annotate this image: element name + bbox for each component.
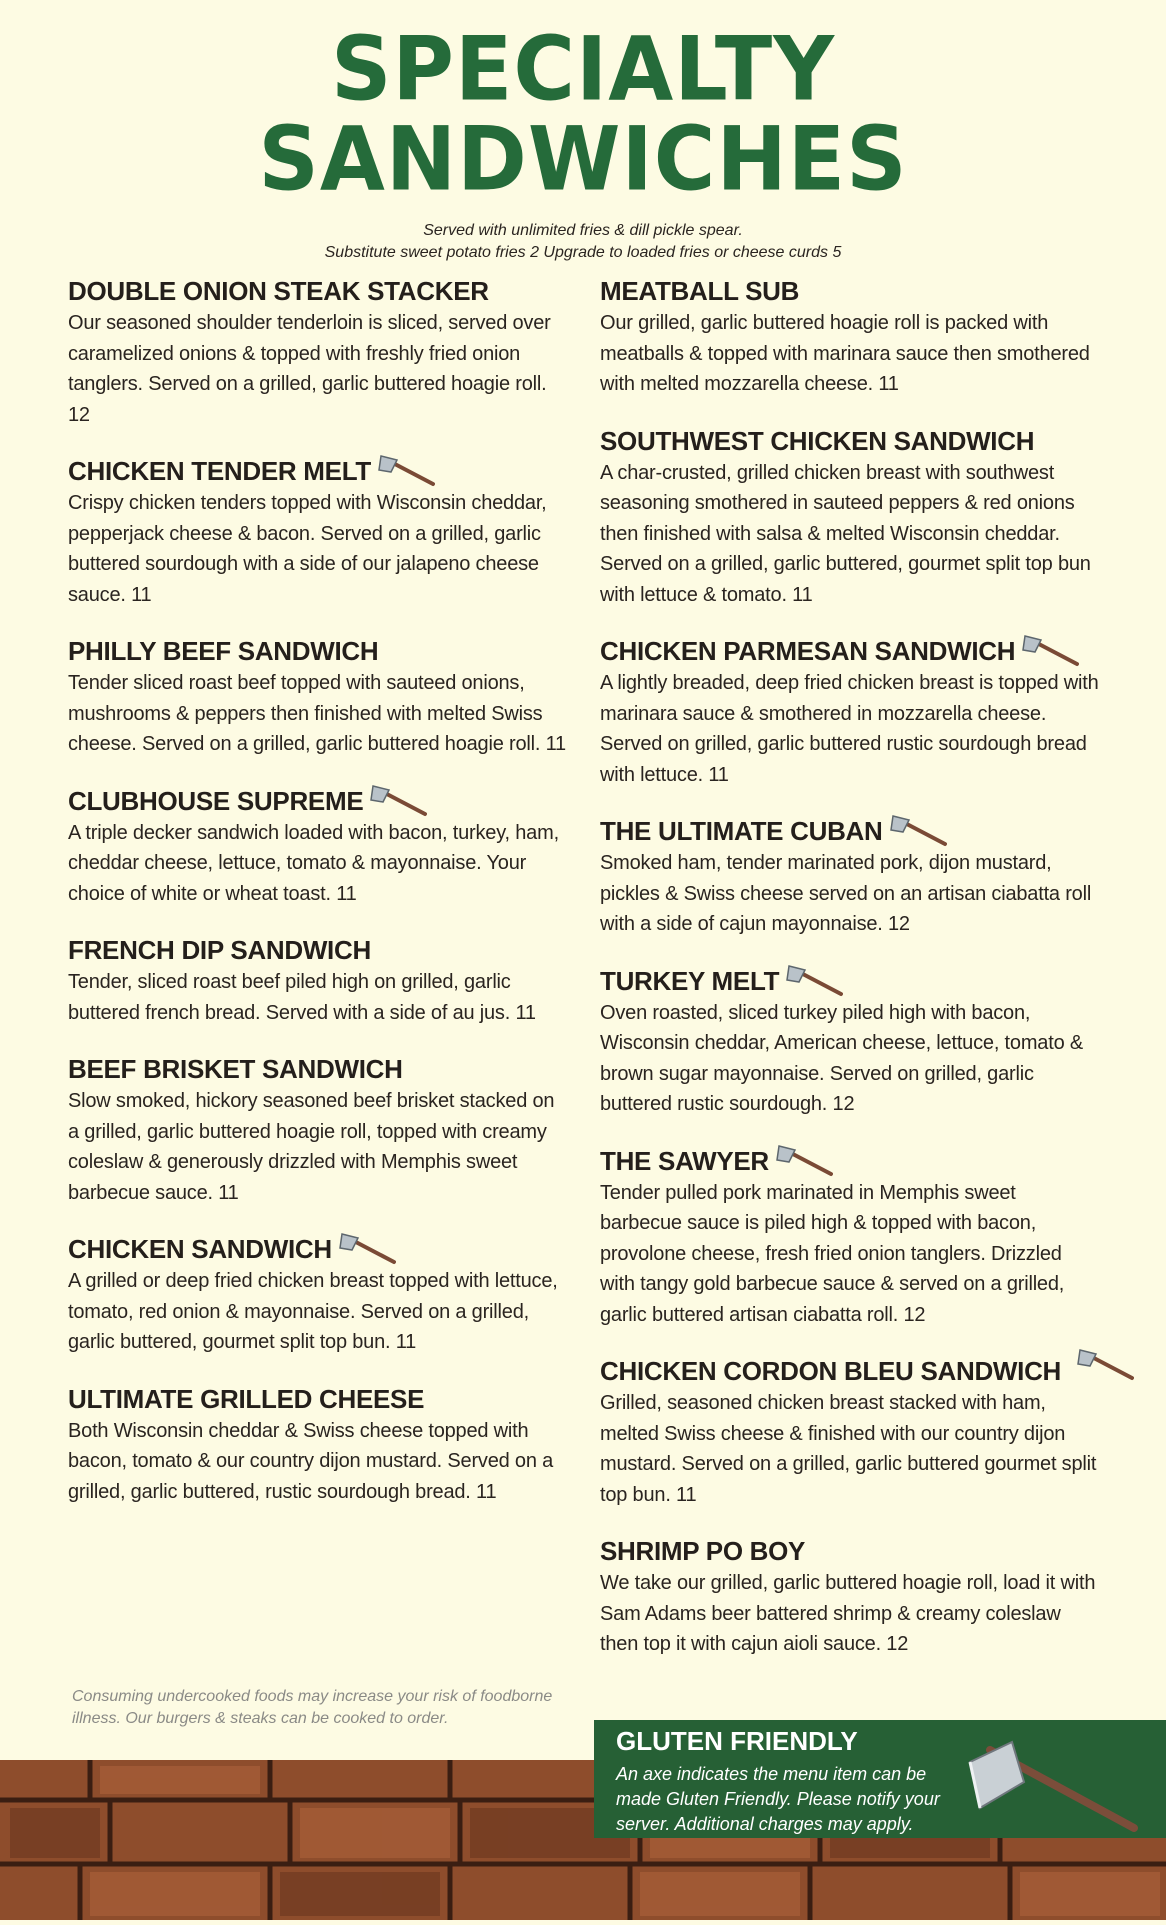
menu-item-header [600,1144,1100,1178]
menu-item [600,274,1100,400]
gluten-friendly-title: GLUTEN FRIENDLY [616,1726,858,1756]
gluten-friendly-box [594,1720,1166,1838]
menu-item [68,1052,568,1208]
sides-note-line-2: Substitute sweet potato fries 2 Upgrade to loaded fries or cheese curds 5 [324,244,842,261]
menu-item [68,784,568,910]
menu-item-header [68,784,568,818]
axe-icon [1021,634,1079,668]
menu-item [68,454,568,610]
menu-item-header [600,274,1100,308]
menu-item [68,274,568,430]
menu-item-name: BEEF BRISKET SANDWICH [68,1054,403,1084]
menu-item-header [600,1534,1100,1568]
item-spacer [68,909,568,933]
menu-item-description: A triple decker sandwich loaded with bacon, turkey, ham, cheddar cheese, lettuce, tomato & mayonnaise. Your choice of white or wheat toast. 11 [68,821,559,905]
menu-item-name: FRENCH DIP SANDWICH [68,935,371,965]
gluten-friendly-text: An axe indicates the menu item can be made Gluten Friendly. Please notify your server. Additional charges may apply. [616,1764,940,1834]
menu-item [68,1232,568,1358]
axe-icon [889,814,947,848]
menu-item-name: CHICKEN SANDWICH [68,1234,332,1264]
menu-item-header [68,454,568,488]
item-spacer [600,610,1100,634]
menu-item [600,1534,1100,1660]
menu-column-left [68,274,568,1507]
menu-item-description: We take our grilled, garlic buttered hoagie roll, load it with Sam Adams beer battered shrimp & creamy coleslaw then top it with cajun aioli sauce. 12 [600,1572,1096,1655]
menu-item-description: Crispy chicken tenders topped with Wisconsin cheddar, pepperjack cheese & bacon. Served on a grilled, garlic buttered sourdough with a side of our jalapeno cheese sauce. 11 [68,492,547,606]
axe-icon [369,784,427,818]
item-spacer [68,1028,568,1052]
item-spacer [68,760,568,784]
menu-item [600,1144,1100,1331]
menu-item-header [68,933,568,967]
menu-item-header [68,1052,568,1086]
sides-note-line-1: Served with unlimited fries & dill pickle spear. [423,222,743,239]
sides-note [0,220,1166,264]
menu-item-name: PHILLY BEEF SANDWICH [68,636,379,666]
menu-item-name: CHICKEN CORDON BLEU SANDWICH [600,1356,1062,1386]
menu-item [600,634,1100,790]
item-spacer [68,1208,568,1232]
menu-item-description: Grilled, seasoned chicken breast stacked with ham, melted Swiss cheese & finished with our country dijon mustard. Served on a grilled, garlic buttered gourmet split top bun. 11 [600,1392,1097,1506]
menu-item [600,814,1100,940]
menu-item-description: A grilled or deep fried chicken breast topped with lettuce, tomato, red onion & mayonnaise. Served on a grilled, garlic buttered, gourmet split top bun. 11 [68,1270,558,1353]
menu-item [68,634,568,760]
menu-item-name: MEATBALL SUB [600,276,800,306]
menu-item-header [600,964,1100,998]
menu-item-description: Tender sliced roast beef topped with sauteed onions, mushrooms & peppers then finished with melted Swiss cheese. Served on a grilled, garlic buttered hoagie roll. 11 [68,672,566,755]
menu-item-header [68,1382,568,1416]
menu-item-name: SHRIMP PO BOY [600,1536,806,1566]
axe-icon [950,1726,1140,1834]
menu-item [600,1354,1100,1510]
item-spacer [600,400,1100,424]
menu-item-header [600,424,1100,458]
axe-icon [785,964,843,998]
menu-item-name: ULTIMATE GRILLED CHEESE [68,1383,425,1414]
menu-item-description: Slow smoked, hickory seasoned beef brisket stacked on a grilled, garlic buttered hoagie roll, topped with creamy coleslaw & generously drizzled with Memphis sweet barbecue sauce. 11 [68,1090,555,1204]
item-spacer [68,610,568,634]
item-spacer [600,1120,1100,1144]
item-spacer [600,940,1100,964]
menu-item-name: CLUBHOUSE SUPREME [68,785,364,816]
menu-item [600,424,1100,611]
menu-item-name: TURKEY MELT [600,965,780,996]
menu-item-description: Our grilled, garlic buttered hoagie roll is packed with meatballs & topped with marinara sauce then smothered with melted mozzarella cheese. 11 [600,312,1090,395]
item-spacer [68,1358,568,1382]
title-line-1: SPECIALTY [330,17,836,121]
menu-item-description: A char-crusted, grilled chicken breast with southwest seasoning smothered in sauteed peppers & red onions then finished with salsa & melted Wisconsin cheddar. Served on a grilled, garlic buttered, gourmet split top bun with lettuce & tomato. 11 [600,461,1091,606]
menu-item-name: THE ULTIMATE CUBAN [600,816,883,846]
menu-item-description: Both Wisconsin cheddar & Swiss cheese topped with bacon, tomato & our country dijon mustard. Served on a grilled, garlic buttered, rustic sourdough bread. 11 [68,1419,554,1503]
food-safety-disclaimer: Consuming undercooked foods may increase your risk of foodborne illness. Our burgers & steaks can be cooked to order. [72,1688,553,1727]
axe-icon [775,1144,833,1178]
menu-item [68,1382,568,1508]
menu-item-description: Oven roasted, sliced turkey piled high with bacon, Wisconsin cheddar, American cheese, lettuce, tomato & brown sugar mayonnaise. Served on grilled, garlic buttered rustic sourdough. 12 [600,1001,1083,1115]
menu-item-description: Our seasoned shoulder tenderloin is sliced, served over caramelized onions & topped with freshly fried onion tanglers. Served on a grilled, garlic buttered hoagie roll. 12 [68,312,551,426]
menu-item-header [600,814,1100,848]
menu-item-name: DOUBLE ONION STEAK STACKER [68,276,489,306]
axe-icon [1076,1348,1134,1382]
menu-item-name: CHICKEN TENDER MELT [68,456,371,486]
menu-item-name: CHICKEN PARMESAN SANDWICH [600,636,1016,666]
item-spacer [68,430,568,454]
menu-item-header [68,1232,568,1266]
menu-item [600,964,1100,1120]
item-spacer [600,1510,1100,1534]
menu-item-name: SOUTHWEST CHICKEN SANDWICH [600,425,1035,456]
menu-item-header [600,1354,1100,1388]
axe-icon [338,1232,396,1266]
item-spacer [600,1330,1100,1354]
menu-column-right [600,274,1100,1660]
menu-item-name: THE SAWYER [600,1145,769,1176]
menu-item-description: A lightly breaded, deep fried chicken breast is topped with marinara sauce & smothered in mozzarella cheese. Served on grilled, garlic buttered rustic sourdough bread with lettuce. 11 [600,672,1099,786]
menu-item-description: Smoked ham, tender marinated pork, dijon mustard, pickles & Swiss cheese served on an artisan ciabatta roll with a side of cajun mayonnaise. 12 [600,852,1092,935]
menu-item-description: Tender, sliced roast beef piled high on grilled, garlic buttered french bread. Served with a side of au jus. 11 [68,971,536,1024]
menu-item-header [68,274,568,308]
title-line-2: SANDWICHES [258,107,908,211]
menu-item [68,933,568,1028]
item-spacer [600,790,1100,814]
axe-icon [377,454,435,488]
menu-item-header [600,634,1100,668]
page-title [0,17,1166,211]
menu-item-description: Tender pulled pork marinated in Memphis sweet barbecue sauce is piled high & topped with bacon, provolone cheese, fresh fried onion tanglers. Drizzled with tangy gold barbecue sauce & served on a grilled, garlic buttered artisan ciabatta roll. 12 [600,1181,1065,1326]
menu-item-header [68,634,568,668]
